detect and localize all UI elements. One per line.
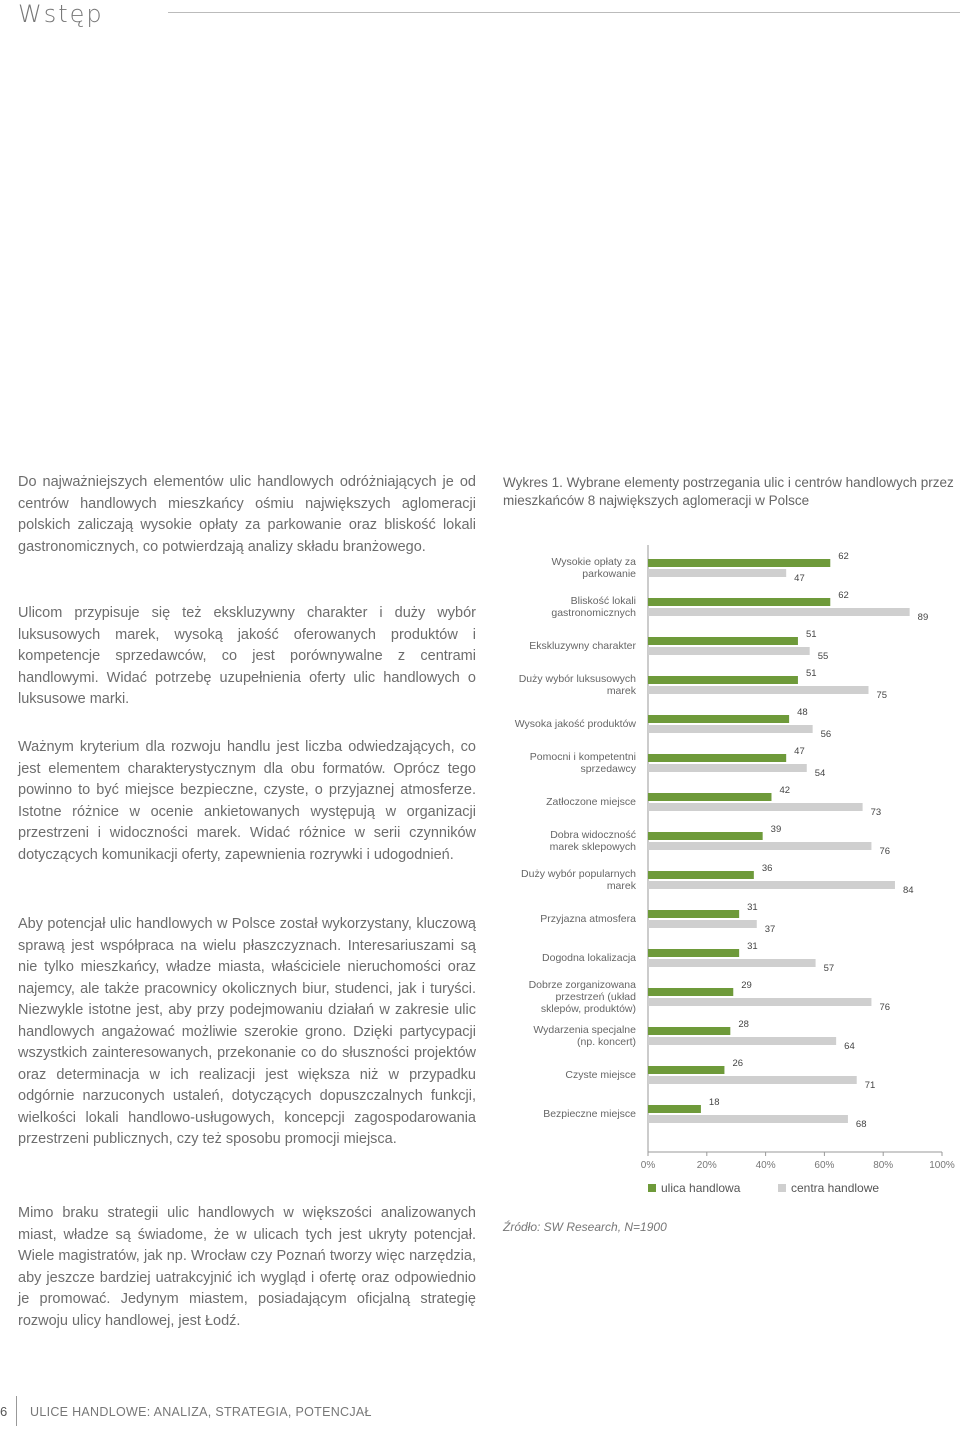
- bar-ulica: [648, 832, 763, 840]
- data-label: 31: [747, 902, 758, 913]
- category-label: Dogodna lokalizacja: [542, 952, 636, 964]
- bar-centra: [648, 920, 757, 928]
- bar-ulica: [648, 637, 798, 645]
- body-paragraph-3: Ważnym kryterium dla rozwoju handlu jest liczba odwiedzających, co jest elementem charakterystycznym dla obu formatów. Oprócz tego powinno to być miejsce bezpieczne, czyste, o przyjaznej atmosferze. Istotne różnice w ocenie ankietowanych występują w organizacji przestrzeni i widoczności marek. Widać różnice w serii czynników dotyczących komunikacji oferty, zapewnienia rozrywki i udogodnień.: [18, 739, 476, 863]
- data-label: 28: [738, 1019, 749, 1030]
- bar-centra: [648, 881, 895, 889]
- bar-chart: [500, 545, 960, 1195]
- bar-ulica: [648, 1066, 724, 1074]
- data-label: 48: [797, 707, 808, 718]
- bar-centra: [648, 725, 813, 733]
- chart-title: [503, 474, 958, 510]
- data-label: 76: [879, 1002, 891, 1013]
- category-label: Zatłoczone miejsce: [546, 796, 636, 808]
- bar-centra: [648, 998, 871, 1006]
- data-label: 39: [770, 824, 782, 835]
- chart-source: Źródło: SW Research, N=1900: [503, 1220, 667, 1234]
- page-number: 6: [0, 1404, 8, 1419]
- legend-swatch: [648, 1184, 656, 1192]
- category-label: Dobra widoczność: [550, 829, 636, 841]
- data-label: 89: [917, 612, 929, 623]
- page-title: Wstęp: [18, 0, 104, 28]
- data-label: 18: [708, 1097, 720, 1108]
- footer-rule: [16, 1396, 17, 1426]
- category-label: (np. koncert): [577, 1036, 636, 1048]
- data-label: 75: [876, 690, 888, 701]
- bar-centra: [648, 1115, 848, 1123]
- category-label: Przyjazna atmosfera: [540, 913, 636, 925]
- x-tick-label: 80%: [873, 1160, 894, 1171]
- data-label: 62: [838, 590, 849, 601]
- category-label: Czyste miejsce: [565, 1069, 636, 1081]
- bar-ulica: [648, 871, 754, 879]
- category-label: marek: [606, 685, 636, 697]
- body-paragraph-2: Ulicom przypisuje się też ekskluzywny charakter i duży wybór luksusowych marek, wysoką jakość oferowanych produktów i kompetencje sprzedawców, co jest porównywalne z centrami handlowymi. Widać potrzebę uzupełnienia oferty ulic handlowych o luksusowe marki.: [18, 605, 476, 707]
- x-tick-label: 20%: [696, 1160, 717, 1171]
- data-label: 84: [902, 885, 914, 896]
- data-label: 62: [838, 551, 849, 562]
- bar-centra: [648, 686, 869, 694]
- x-tick-label: 0%: [640, 1160, 656, 1171]
- data-label: 29: [741, 980, 752, 991]
- data-label: 57: [823, 963, 835, 974]
- category-label: Duży wybór popularnych: [521, 868, 636, 880]
- bar-centra: [648, 608, 910, 616]
- data-label: 26: [732, 1058, 744, 1069]
- bar-centra: [648, 569, 786, 577]
- bar-centra: [648, 959, 816, 967]
- data-label: 73: [870, 807, 882, 818]
- legend-label: centra handlowe: [791, 1181, 880, 1195]
- bar-ulica: [648, 1027, 730, 1035]
- bar-centra: [648, 647, 810, 655]
- bar-ulica: [648, 1105, 701, 1113]
- data-label: 42: [779, 785, 791, 796]
- x-tick-label: 40%: [755, 1160, 776, 1171]
- category-label: gastronomicznych: [551, 607, 636, 619]
- data-label: 36: [761, 863, 773, 874]
- legend-swatch: [778, 1184, 786, 1192]
- data-label: 56: [820, 729, 832, 740]
- category-label: sklepów, produktów): [540, 1003, 636, 1015]
- category-label: Pomocni i kompetentni: [529, 751, 636, 763]
- data-label: 37: [764, 924, 776, 935]
- category-label: marek: [606, 880, 636, 892]
- category-label: Wysokie opłaty za: [551, 556, 636, 568]
- bar-centra: [648, 1076, 857, 1084]
- body-paragraph-1: Do najważniejszych elementów ulic handlowych odróżniających je od centrów handlowych mieszkańcy ośmiu największych aglomeracji polskich zaliczają wysokie opłaty za parkowanie oraz bliskość lokali gastronomicznych, co potwierdzają analizy składu branżowego.: [18, 474, 476, 555]
- data-label: 51: [805, 668, 817, 679]
- x-tick-label: 60%: [814, 1160, 835, 1171]
- data-label: 47: [794, 746, 805, 757]
- chart-number: Wykres 1.: [503, 475, 563, 490]
- category-label: Bezpieczne miejsce: [543, 1108, 636, 1120]
- bar-centra: [648, 764, 807, 772]
- bar-centra: [648, 803, 863, 811]
- bar-centra: [648, 842, 871, 850]
- bar-ulica: [648, 910, 739, 918]
- category-label: Duży wybór luksusowych: [518, 673, 636, 685]
- header-rule: [168, 12, 960, 13]
- body-paragraph-5: Mimo braku strategii ulic handlowych w większości analizowanych miast, władze są świadome, że w ulicach tych jest ukryty potencjał. Wiele magistratów, jak np. Wrocław czy Poznań tworzy więc narzędzia, aby jeszcze bardziej uatrakcyjnić ich wygląd i ofertę oraz odpowiednio je promować. Jedynym miastem, posiadającym oficjalną strategię rozwoju ulicy handlowej, jest Łodź.: [18, 1205, 476, 1329]
- data-label: 76: [879, 846, 891, 857]
- body-paragraph-4: Aby potencjał ulic handlowych w Polsce został wykorzystany, kluczową sprawą jest współpraca na wielu płaszczyznach. Interesariuszami są nie tylko mieszkańcy, władze miasta, właściciele nieruchomości oraz najemcy, ale także pracownicy okolicznych biur, studenci, jak i turyści. Niezwykle istotne jest, aby przy podejmowaniu działań w zakresie ulic handlowych angażować możliwie szerokie grono. Dzięki partycypacji wszystkich zainteresowanych, przekonanie co do słuszności projektów oraz determinacja w ich realizacji jest większa niż w przypadku odgórnie narzuconych ustaleń, dotyczących dopuszczalnych funkcji, wielkości lokali handlowo-usługowych, koncepcji zagospodarowania przestrzeni publicznych, czy też sposobu promocji miejsca.: [18, 916, 476, 1147]
- bar-ulica: [648, 559, 830, 567]
- data-label: 31: [747, 941, 758, 952]
- data-label: 55: [817, 651, 829, 662]
- category-label: Dobrze zorganizowana: [528, 979, 636, 991]
- category-label: Bliskość lokali: [570, 595, 636, 607]
- category-label: przestrzeń (układ: [555, 991, 636, 1003]
- data-label: 64: [844, 1041, 855, 1052]
- bar-ulica: [648, 793, 771, 801]
- category-label: Ekskluzywny charakter: [529, 640, 636, 652]
- bar-ulica: [648, 949, 739, 957]
- data-label: 68: [855, 1119, 867, 1130]
- category-label: parkowanie: [582, 568, 636, 580]
- bar-ulica: [648, 676, 798, 684]
- bar-ulica: [648, 988, 733, 996]
- category-label: Wydarzenia specjalne: [533, 1024, 636, 1036]
- footer-title: ULICE HANDLOWE: ANALIZA, STRATEGIA, POTENCJAŁ: [30, 1405, 372, 1419]
- x-tick-label: 100%: [929, 1160, 955, 1171]
- bar-centra: [648, 1037, 836, 1045]
- data-label: 54: [814, 768, 826, 779]
- data-label: 71: [864, 1080, 876, 1091]
- category-label: marek sklepowych: [549, 841, 636, 853]
- data-label: 51: [805, 629, 817, 640]
- bar-ulica: [648, 598, 830, 606]
- legend-label: ulica handlowa: [661, 1181, 741, 1195]
- bar-ulica: [648, 754, 786, 762]
- bar-ulica: [648, 715, 789, 723]
- category-label: Wysoka jakość produktów: [514, 718, 636, 730]
- category-label: sprzedawcy: [580, 763, 636, 775]
- chart-caption: Wybrane elementy postrzegania ulic i centrów handlowych przez mieszkańców 8 największych aglomeracji w Polsce: [503, 475, 954, 508]
- data-label: 47: [794, 573, 805, 584]
